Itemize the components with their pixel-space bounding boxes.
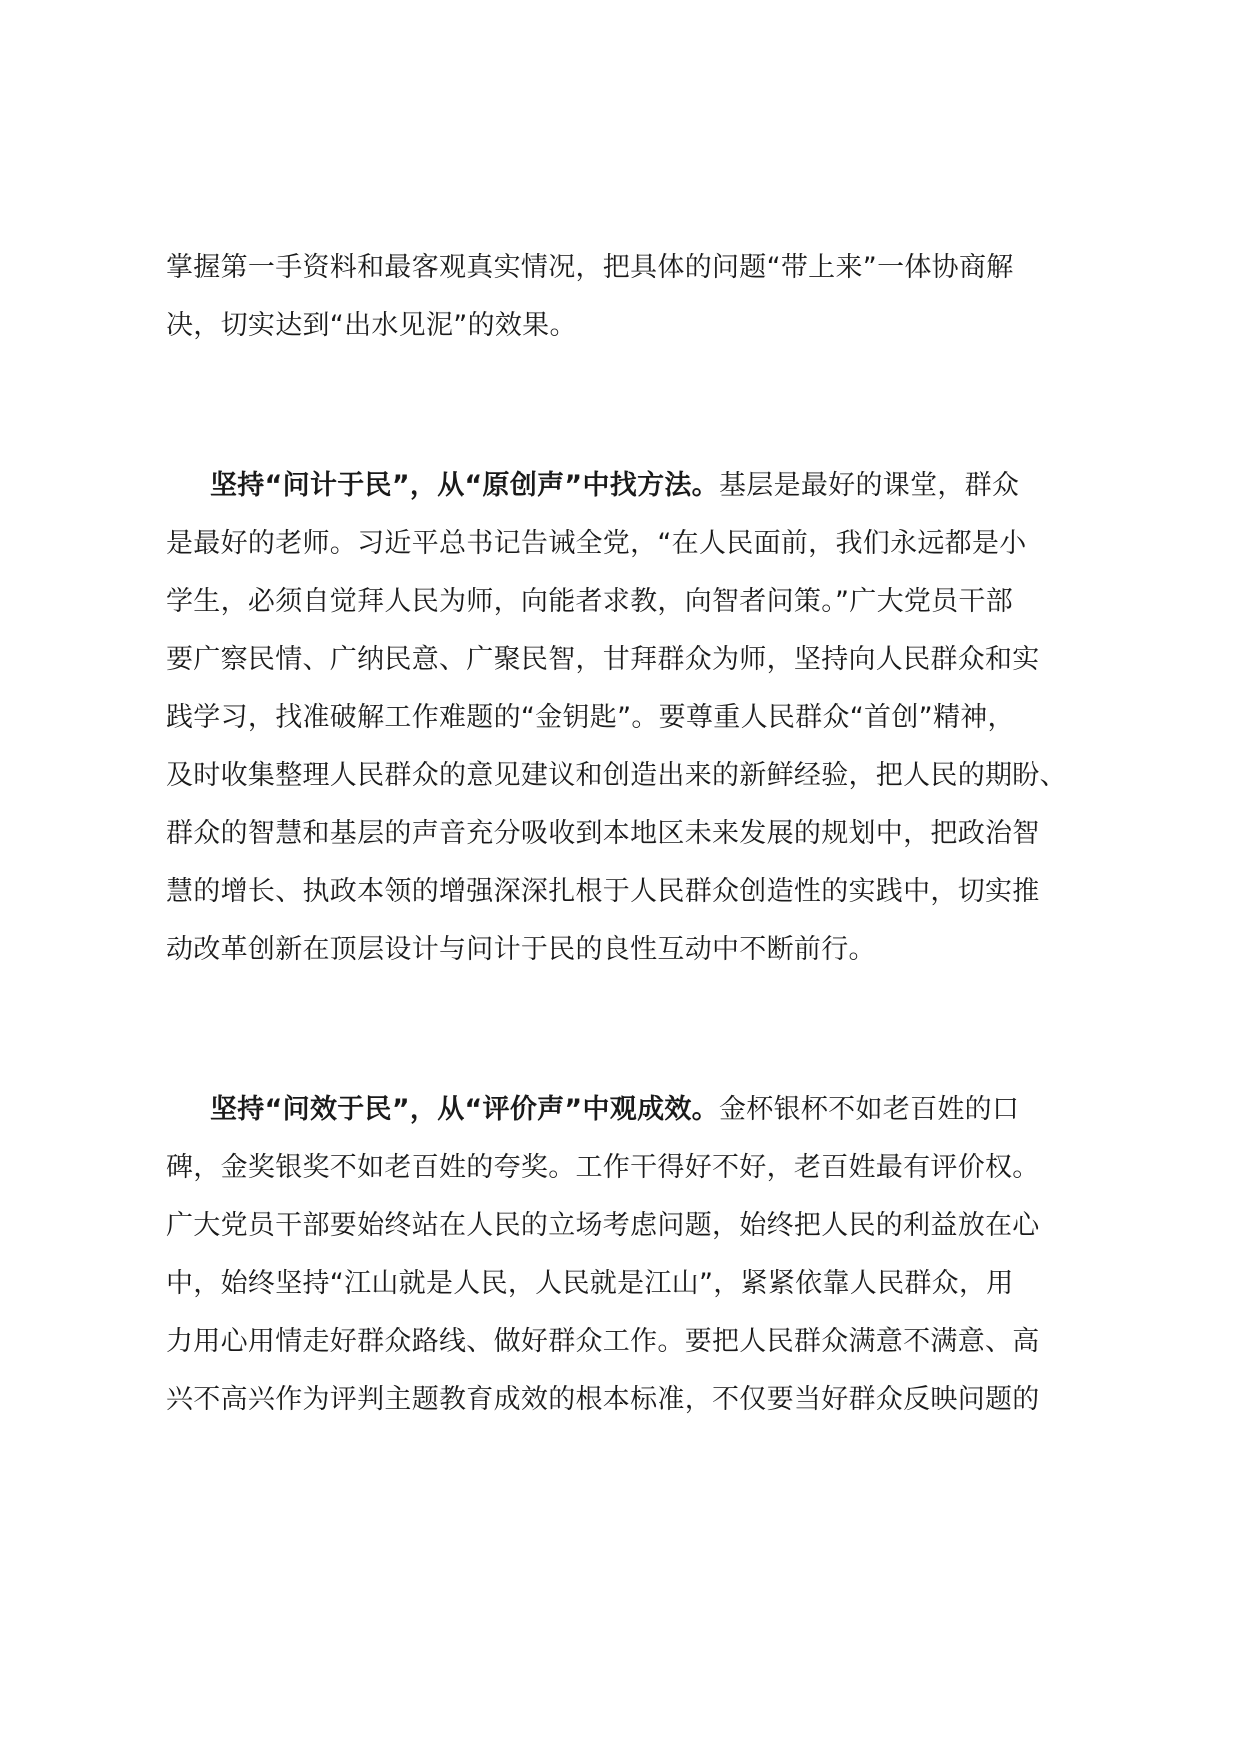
paragraph-1-line: 掌握第一手资料和最客观真实情况，把具体的问题“带上来”一体协商解 (166, 252, 1014, 283)
paragraph-2-line: 学生，必须自觉拜人民为师，向能者求教，向智者问策。”广大党员干部 (166, 586, 1014, 617)
paragraph-3-heading: 坚持“问效于民”，从“评价声”中观成效。 (210, 1094, 719, 1125)
paragraph-2-first-line (210, 466, 1106, 506)
paragraph-2-line: 要广察民情、广纳民意、广聚民智，甘拜群众为师，坚持向人民群众和实 (166, 644, 1040, 675)
paragraph-2-first-line-text: 基层是最好的课堂，群众 (718, 470, 1020, 501)
paragraph-2-line: 践学习，找准破解工作难题的“金钥匙”。要尊重人民群众“首创”精神， (166, 702, 1015, 733)
paragraph-3-line: 广大党员干部要始终站在人民的立场考虑问题，始终把人民的利益放在心 (166, 1210, 1040, 1241)
paragraph-3-first-line (210, 1090, 1106, 1130)
paragraph-2-line: 慧的增长、执政本领的增强深深扎根于人民群众创造性的实践中，切实推 (166, 876, 1040, 907)
paragraph-2-line: 是最好的老师。习近平总书记告诫全党，“在人民面前，我们永远都是小 (166, 528, 1027, 559)
paragraph-3-line: 兴不高兴作为评判主题教育成效的根本标准，不仅要当好群众反映问题的 (166, 1384, 1040, 1415)
paragraph-1-line: 决，切实达到“出水见泥”的效果。 (166, 310, 577, 341)
paragraph-3-line: 中，始终坚持“江山就是人民，人民就是江山”，紧紧依靠人民群众，用 (166, 1268, 1014, 1299)
paragraph-3-first-line-text: 金杯银杯不如老百姓的口 (718, 1094, 1020, 1125)
paragraph-3-line: 碑，金奖银奖不如老百姓的夸奖。工作干得好不好，老百姓最有评价权。 (166, 1152, 1040, 1183)
paragraph-2-heading: 坚持“问计于民”，从“原创声”中找方法。 (210, 470, 719, 501)
paragraph-2-line: 动改革创新在顶层设计与问计于民的良性互动中不断前行。 (166, 934, 876, 965)
paragraph-2-line: 及时收集整理人民群众的意见建议和创造出来的新鲜经验，把人民的期盼、 (166, 760, 1067, 791)
paragraph-2-line: 群众的智慧和基层的声音充分吸收到本地区未来发展的规划中，把政治智 (166, 818, 1040, 849)
paragraph-3-line: 力用心用情走好群众路线、做好群众工作。要把人民群众满意不满意、高 (166, 1326, 1040, 1357)
